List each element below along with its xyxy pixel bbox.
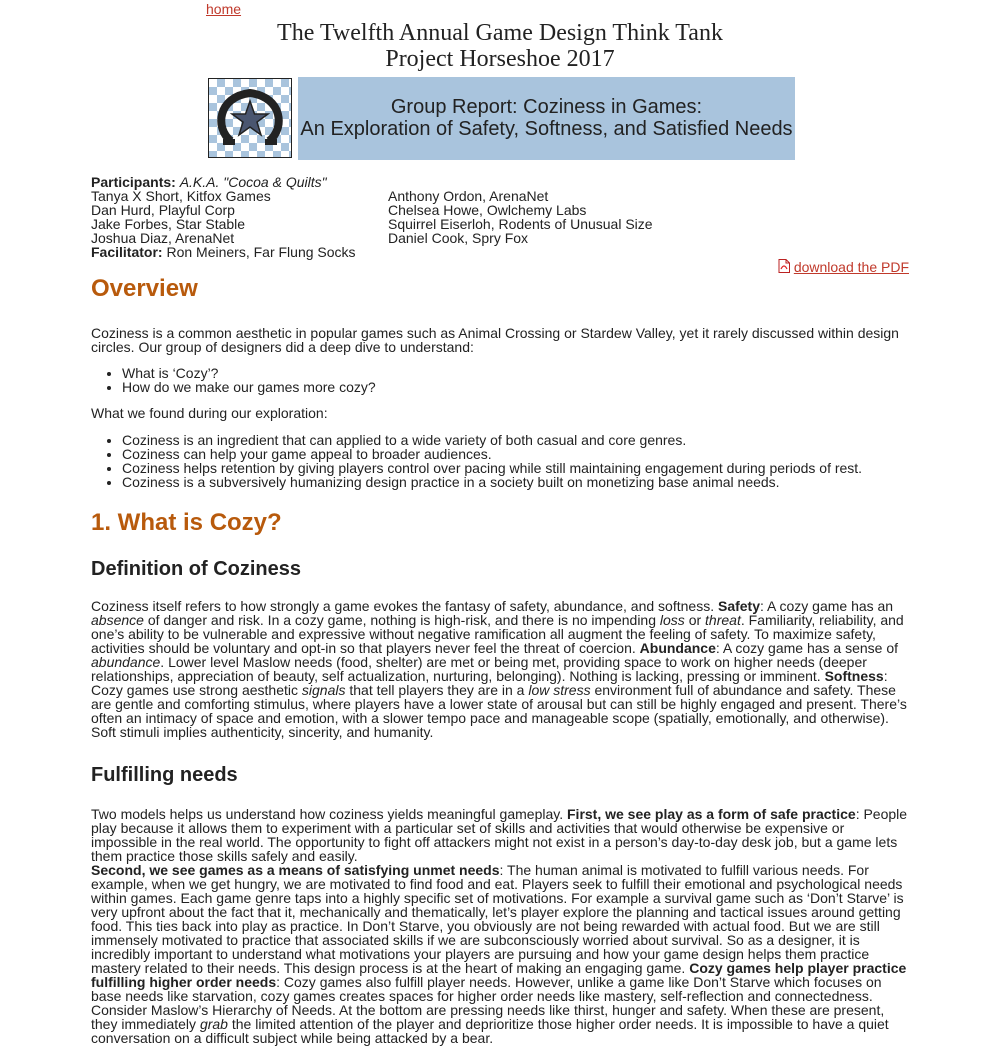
list-item: • What is ‘Cozy’? [122, 366, 909, 380]
participants-left-column [91, 189, 381, 259]
participant: Squirrel Eiserloh, Rodents of Unusual Size [388, 216, 653, 232]
banner-line-2: An Exploration of Safety, Softness, and Satisfied Needs [300, 118, 793, 140]
horseshoe-star-icon [209, 79, 291, 157]
pdf-icon[interactable] [778, 259, 790, 273]
fulfilling-needs-heading: Fulfilling needs [91, 764, 238, 786]
participant: Anthony Ordon, ArenaNet [388, 188, 549, 204]
participant: Daniel Cook, Spry Fox [388, 230, 529, 246]
participants-block [91, 174, 911, 260]
questions-list [91, 366, 909, 394]
softness-term: Softness [824, 668, 884, 684]
findings-label: What we found during our exploration: [91, 405, 328, 421]
safety-term: Safety [717, 598, 761, 614]
section-1-heading: 1. What is Cozy? [91, 509, 282, 536]
list-item: • Coziness helps retention by giving players control over pacing while still maintaining engagement during periods of rest. [122, 461, 909, 475]
participant: Chelsea Howe, Owlchemy Labs [388, 202, 587, 218]
findings-list [91, 433, 909, 489]
facilitator-row [91, 245, 381, 259]
title-line-2: Project Horseshoe 2017 [385, 46, 615, 72]
article-content [91, 275, 909, 1045]
list-item: • Coziness is an ingredient that can applied to a wide variety of both casual and core genres. [122, 433, 909, 447]
title-line-1: The Twelfth Annual Game Design Think Tank [277, 20, 723, 46]
overview-heading: Overview [91, 275, 198, 302]
home-link[interactable]: home [206, 1, 242, 17]
participant: Dan Hurd, Playful Corp [91, 202, 235, 218]
facilitator-name: Ron Meiners, Far Flung Socks [166, 244, 356, 260]
participants-heading [91, 175, 911, 189]
download-pdf-link[interactable]: download the PDF [793, 259, 909, 275]
pdf-download[interactable] [778, 260, 909, 274]
fulfilling-needs-paragraph: Two models helps us understand how coziness yields meaningful gameplay. First, we see play as a form of safe practice: People play because it allows them to experiment with a particular set of skills and activities that would otherwise be expensive or impossible in the real world. The opportunity to fight off attackers might not exist in a person’s day-to-day desk job, but a game lets them practice those skills safely and easily. Second, we see games as a means of satisfying unmet needs: The human animal is motivated to fulfill various needs. For example, when we get hungry, we are motivated to find food and eat. Players seek to fulfill their emotional and psychological needs within games. Each game genre taps into a highly specific set of motivations. For example a survival game such as ‘Don’t Starve’ is very upfront about the fact that it, mechanically and thematically, let’s player explore the planning and tactical issues around getting food. This ties back into play as practice. In Don’t Starve, you obviously are not being rewarded with actual food. But we are still immensely motivated to practice that associated skills if we are subconsciously worried about survival. So as a designer, it is incredibly important to understand what motivations your players are pursuing and how your game design helps them practice mastery related to their needs. This design process is at the heart of making an engaging game. Cozy games help player practice fulfilling higher order needs: Cozy games also fulfill player needs. However, unlike a game like Don’t Starve which focuses on base needs like starvation, cozy games creates spaces for higher order needs like mastery, self-reflection and connectedness. Consider Maslow’s Hierarchy of Needs. At the bottom are pressing needs like thirst, hunger and safety. When these are present, they immediately grab the limited attention of the player and deprioritize those higher order needs. It is impossible to have a quiet conversation on a difficult subject while being attacked by a bear. [91, 806, 908, 1046]
participant: Jake Forbes, Star Stable [91, 216, 246, 232]
abundance-term: Abundance [639, 640, 716, 656]
horseshoe-logo [208, 78, 292, 158]
definition-heading: Definition of Coziness [91, 558, 301, 580]
list-item: • Coziness is a subversively humanizing design practice in a society built on monetizing base animal needs. [122, 475, 909, 489]
participant: Tanya X Short, Kitfox Games [91, 188, 271, 204]
participants-label: Participants: [91, 174, 176, 190]
group-name: A.K.A. "Cocoa & Quilts" [179, 174, 327, 190]
definition-paragraph: Coziness itself refers to how strongly a game evokes the fantasy of safety, abundance, and softness. Safety: A cozy game has an absence of danger and risk. In a cozy game, nothing is high-risk, and there is no impending loss or threat. Familiarity, reliability, and one’s ability to be vulnerable and expressive without negative ramification all augment the feeling of safety. To maximize safety, activities should be voluntary and opt-in so that players never feel the threat of coercion. Abundance: A cozy game has a sense of abundance. Lower level Maslow needs (food, shelter) are met or being met, providing space to work on higher needs (deeper relationships, appreciation of beauty, self actualization, nurturing, belonging). Nothing is lacking, pressing or imminent. Softness: Cozy games use strong aesthetic signals that tell players they are in a low stress environment full of abundance and safety. These are gentle and comforting stimulus, where players have a lower state of arousal but can still be highly engaged and present. There’s often an intimacy of space and emotion, with a slower tempo pace and manageable scope (spatially, emotionally, and otherwise). Soft stimuli implies authenticity, sincerity, and humanity. [91, 598, 907, 740]
facilitator-label: Facilitator: [91, 244, 163, 260]
report-banner [298, 77, 795, 160]
participant: Joshua Diaz, ArenaNet [91, 230, 235, 246]
participants-right-column [388, 189, 788, 245]
overview-intro: Coziness is a common aesthetic in popular games such as Animal Crossing or Stardew Valley, yet it rarely discussed within design circles. Our group of designers did a deep dive to understand: [91, 325, 899, 355]
list-item: • Coziness can help your game appeal to broader audiences. [122, 447, 909, 461]
page-title [0, 20, 1000, 72]
banner-line-1: Group Report: Coziness in Games: [390, 96, 703, 118]
list-item: • How do we make our games more cozy? [122, 380, 909, 394]
